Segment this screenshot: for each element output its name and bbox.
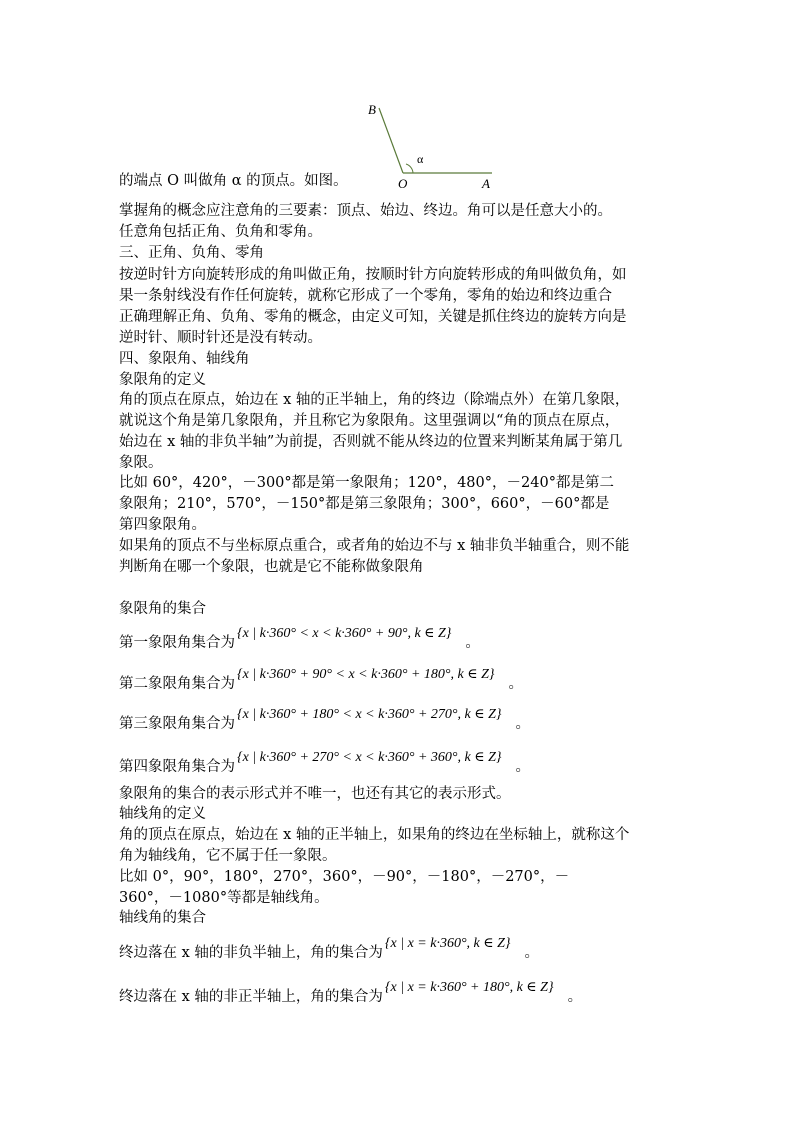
text-line: 象限角的集合的表示形式并不唯一，也还有其它的表示形式。 — [119, 786, 511, 802]
formula-label: 第二象限角集合为 — [119, 676, 235, 692]
text-line: 如果角的顶点不与坐标原点重合，或者角的始边不与 x 轴非负半轴重合，则不能 — [119, 538, 630, 554]
text-line: 就说这个角是第几象限角，并且称它为象限角。这里强调以“角的顶点在原点， — [119, 413, 620, 429]
formula-label: 终边落在 x 轴的非正半轴上，角的集合为 — [119, 989, 383, 1005]
formula-end: 。 — [465, 635, 480, 651]
formula-line — [119, 936, 540, 964]
label-a: A — [482, 176, 490, 191]
formula-end: 。 — [567, 989, 583, 1005]
section-heading: 四、象限角、轴线角 — [119, 351, 250, 367]
formula-end: 。 — [508, 676, 523, 692]
formula-line — [119, 667, 523, 695]
angle-diagram — [360, 96, 510, 196]
set-formula: {x | k·360° + 270° < x < k·360° + 360°, k ∈ Z} — [237, 750, 502, 765]
text-line: 比如 60°，420°，－300°都是第一象限角；120°，480°，－240°都是第二 — [119, 475, 614, 491]
formula-end: 。 — [515, 716, 530, 732]
text-line: 判断角在哪一个象限，也就是它不能称做象限角 — [119, 559, 424, 575]
text-line: 按逆时针方向旋转形成的角叫做正角，按顺时针方向旋转形成的角叫做负角，如 — [119, 267, 627, 283]
formula-line — [119, 980, 583, 1008]
ray-ob — [379, 108, 403, 173]
text-line: 360°，－1080°等都是轴线角。 — [119, 890, 329, 906]
formula-label: 第一象限角集合为 — [119, 635, 235, 651]
subheading: 象限角的集合 — [119, 601, 206, 617]
label-b: B — [368, 102, 376, 117]
text-line: 角的顶点在原点，始边在 x 轴的正半轴上，如果角的终边在坐标轴上，就称这个 — [119, 827, 630, 843]
formula-end: 。 — [515, 759, 530, 775]
subheading: 轴线角的定义 — [119, 806, 206, 822]
text-line: 逆时针、顺时针还是没有转动。 — [119, 330, 322, 346]
text-line: 始边在 x 轴的非负半轴”为前提，否则就不能从终边的位置来判断某角属于第几 — [119, 434, 623, 450]
subheading: 轴线角的集合 — [119, 910, 206, 926]
set-formula: {x | k·360° < x < k·360° + 90°, k ∈ Z} — [237, 626, 452, 641]
formula-label: 第四象限角集合为 — [119, 759, 235, 775]
set-formula: {x | x = k·360°, k ∈ Z} — [384, 936, 511, 951]
set-formula: {x | x = k·360° + 180°, k ∈ Z} — [384, 980, 554, 995]
text-line: 角的顶点在原点，始边在 x 轴的正半轴上，角的终边（除端点外）在第几象限， — [119, 392, 630, 408]
formula-line — [119, 707, 530, 735]
text-line: 的端点 O 叫做角 α 的顶点。如图。 — [119, 173, 348, 189]
text-line: 比如 0°，90°，180°，270°，360°，－90°，－180°，－270°，－ — [119, 869, 570, 885]
set-formula: {x | k·360° + 180° < x < k·360° + 270°, k ∈ Z} — [237, 707, 502, 722]
label-alpha: α — [417, 152, 424, 166]
formula-end: 。 — [524, 945, 540, 961]
text-line: 果一条射线没有作任何旋转，就称它形成了一个零角，零角的始边和终边重合 — [119, 288, 612, 304]
text-line: 象限角；210°，570°，－150°都是第三象限角；300°，660°，－60°都是 — [119, 496, 610, 512]
formula-line — [119, 626, 480, 654]
text-line: 正确理解正角、负角、零角的概念，由定义可知，关键是抓住终边的旋转方向是 — [119, 309, 627, 325]
formula-line — [119, 750, 530, 778]
subheading: 象限角的定义 — [119, 372, 206, 388]
text-line: 任意角包括正角、负角和零角。 — [119, 224, 322, 240]
set-formula: {x | k·360° + 90° < x < k·360° + 180°, k ∈ Z} — [237, 667, 495, 682]
label-o: O — [398, 176, 408, 191]
section-heading: 三、正角、负角、零角 — [119, 245, 264, 261]
angle-arc — [406, 164, 413, 173]
text-line: 掌握角的概念应注意角的三要素：顶点、始边、终边。角可以是任意大小的。 — [119, 203, 612, 219]
text-line: 第四象限角。 — [119, 517, 206, 533]
text-line: 象限。 — [119, 455, 163, 471]
formula-label: 终边落在 x 轴的非负半轴上，角的集合为 — [119, 945, 383, 961]
text-line: 角为轴线角，它不属于任一象限。 — [119, 848, 337, 864]
formula-label: 第三象限角集合为 — [119, 716, 235, 732]
